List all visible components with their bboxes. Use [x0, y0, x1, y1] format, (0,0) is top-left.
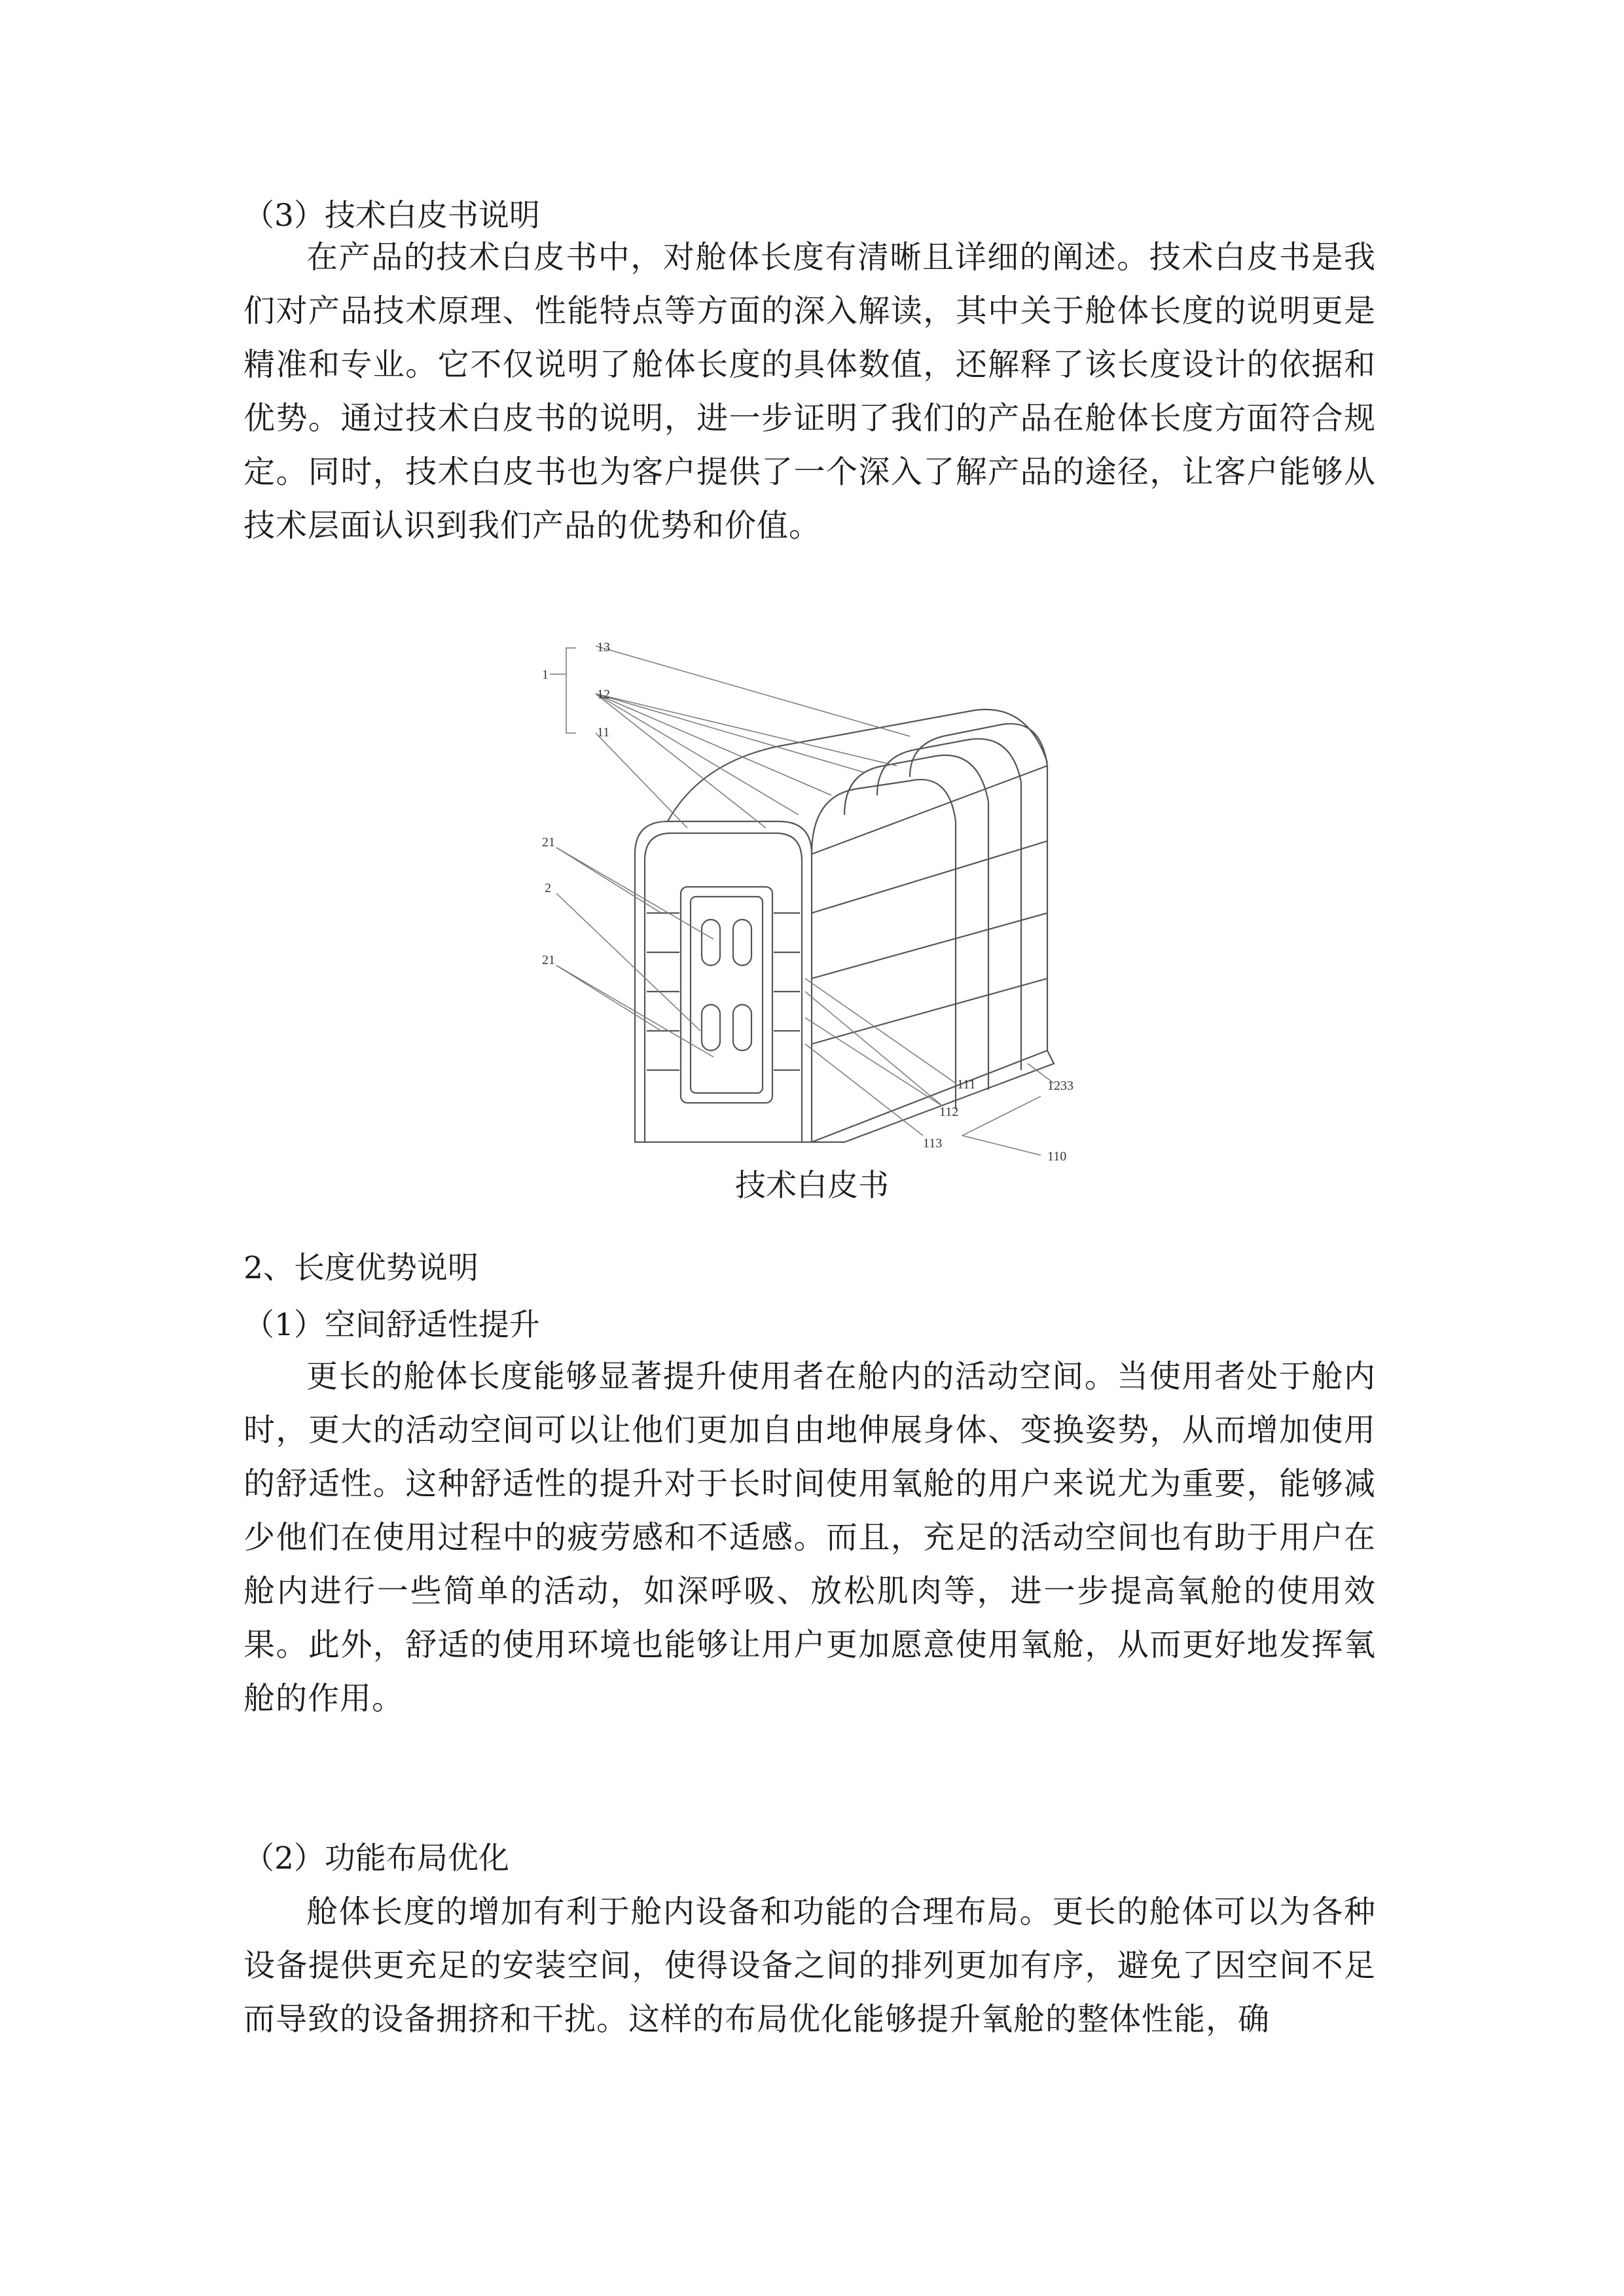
bracket-top — [550, 648, 576, 674]
section-3-heading: （3）技术白皮书说明 — [244, 198, 540, 234]
label-1: 1 — [542, 668, 549, 682]
window-4 — [733, 1005, 751, 1050]
oxygen-chamber-drawing — [530, 638, 1093, 1162]
label-21-lower: 21 — [542, 953, 555, 967]
leader-12c — [596, 694, 831, 795]
arch-4 — [910, 724, 1047, 777]
front-frame-inner — [645, 833, 802, 1142]
subsection-1-heading: （1）空间舒适性提升 — [244, 1307, 540, 1343]
label-110: 110 — [1047, 1149, 1067, 1162]
leader-112b — [805, 1018, 943, 1106]
label-11: 11 — [597, 725, 610, 740]
section-3-paragraph: 在产品的技术白皮书中，对舱体长度有清晰且详细的阐述。技术白皮书是我们对产品技术原理、性能特点等方面的深入解读，其中关于舱体长度的说明更是精准和专业。它不仅说明了舱体长度的具体数值，还解释了该长度设计的依据和优势。通过技术白皮书的说明，进一步证明了我们的产品在舱体长度方面符合规定。同时，技术白皮书也为客户提供了一个深入了解产品的途径，让客户能够从技术层面认识到我们产品的优势和价值。 — [244, 239, 1376, 544]
window-1 — [702, 920, 720, 965]
window-2 — [733, 920, 751, 965]
arch-3 — [877, 739, 1021, 795]
subsection-2-heading: （2）功能布局优化 — [244, 1840, 509, 1876]
label-21-upper: 21 — [542, 835, 555, 850]
window-3 — [702, 1005, 720, 1050]
bracket-bottom — [566, 674, 576, 733]
label-111: 111 — [957, 1077, 976, 1092]
leader-111 — [805, 978, 956, 1083]
leader-110 — [962, 1136, 1041, 1155]
bottom-rail — [812, 1050, 1047, 1142]
subsection-1-paragraph: 更长的舱体长度能够显著提升使用者在舱内的活动空间。当使用者处于舱内时，更大的活动空间可以让他们更加自由地伸展身体、变换姿势，从而增加使用的舒适性。这种舒适性的提升对于长时间使用氧舱的用户来说尤为重要，能够减少他们在使用过程中的疲劳感和不适感。而且，充足的活动空间也有助于用户在舱内进行一些简单的活动，如深呼吸、放松肌肉等，进一步提高氧舱的使用效果。此外，舒适的使用环境也能够让用户更加愿意使用氧舱，从而更好地发挥氧舱的作用。 — [244, 1358, 1376, 1717]
arch-2 — [844, 755, 988, 815]
side-rail-top — [812, 766, 1047, 854]
section-2-heading: 2、长度优势说明 — [244, 1250, 478, 1286]
leader-110b — [962, 1096, 1041, 1136]
label-113: 113 — [923, 1136, 943, 1151]
part-labels — [542, 640, 1074, 1162]
technical-whitepaper-figure — [530, 638, 1093, 1162]
label-112: 112 — [939, 1105, 959, 1119]
side-rail-2 — [812, 841, 1047, 913]
leader-12d — [596, 694, 799, 815]
side-rail-4 — [812, 978, 1047, 1044]
leader-112a — [805, 992, 943, 1106]
leader-13 — [596, 646, 910, 736]
label-12: 12 — [597, 687, 610, 702]
leader-12b — [596, 694, 864, 772]
side-rail-3 — [812, 913, 1047, 978]
arch-1 — [812, 780, 956, 854]
label-13: 13 — [597, 640, 610, 655]
front-frame — [635, 821, 812, 1142]
door-panel — [681, 887, 772, 1103]
subsection-2-paragraph: 舱体长度的增加有利于舱内设备和功能的合理布局。更长的舱体可以为各种设备提供更充足的安装空间，使得设备之间的排列更加有序，避免了因空间不足而导致的设备拥挤和干扰。这样的布局优化能够提升氧舱的整体性能，确 — [244, 1893, 1376, 2037]
label-2: 2 — [545, 881, 551, 895]
figure-caption: 技术白皮书 — [735, 1168, 889, 1204]
leader-11 — [596, 733, 687, 828]
label-1233: 1233 — [1047, 1079, 1074, 1093]
